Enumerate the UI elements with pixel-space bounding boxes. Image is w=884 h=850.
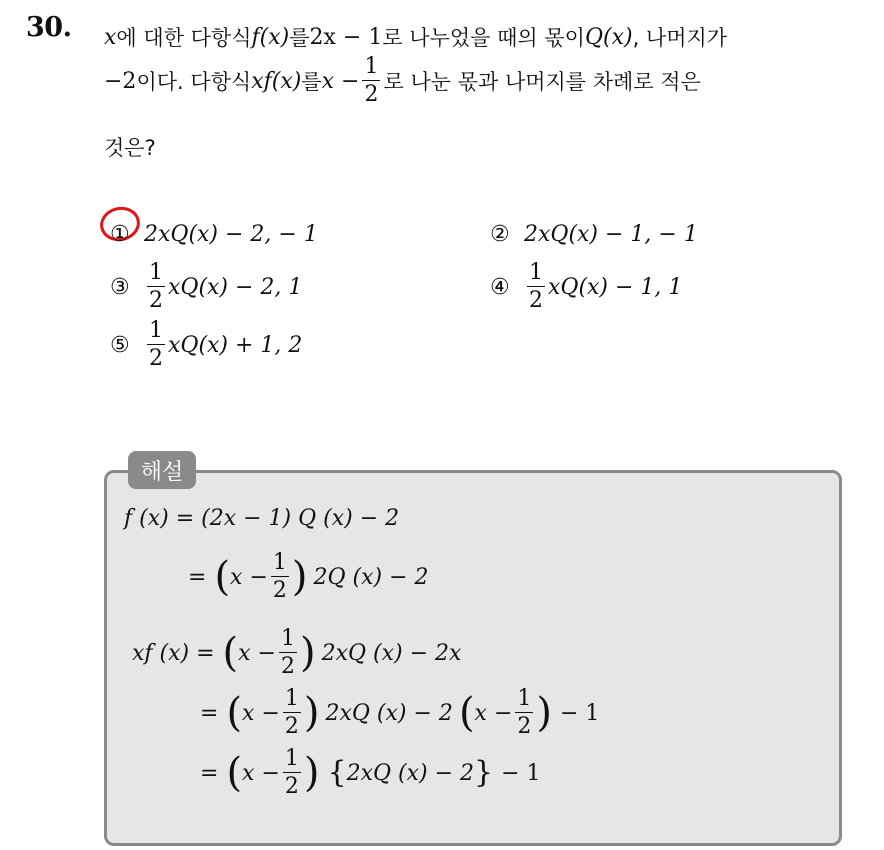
left-brace: {: [327, 755, 347, 790]
choice-1[interactable]: [110, 222, 318, 247]
text: 를: [301, 70, 322, 94]
right-paren: ): [536, 690, 552, 736]
var-x: x: [104, 24, 117, 50]
fraction-half: $\frac{1}{2}$: [149, 260, 163, 313]
solution-eq-4: = ( x − $\frac{1}{2}$ ) 2xQ (x) − 2 ( x − $\frac{1}{2}$ ) − 1: [200, 686, 600, 739]
right-paren: ): [291, 554, 308, 600]
choice-mark: ③: [110, 274, 130, 300]
fraction-half: $\frac{1}{2}$: [281, 626, 295, 679]
solution-eq-3: xf (x) = ( x − $\frac{1}{2}$ ) 2xQ (x) − 2x: [132, 626, 462, 679]
fraction-half: $\frac{1}{2}$: [529, 260, 543, 313]
question-line-3: [104, 132, 156, 162]
text: 로 나누었을 때의 몫이: [382, 26, 585, 50]
fraction-half: $\frac{1}{2}$: [149, 318, 163, 371]
left-paren: (: [226, 690, 243, 736]
choice-5[interactable]: [110, 320, 302, 370]
left-paren: (: [226, 750, 243, 796]
text: 로 나눈 몫과 나머지를 차례로 적은: [383, 70, 701, 94]
left-paren: (: [222, 630, 239, 676]
left-paren: (: [214, 554, 231, 600]
solution-eq-2: = ( x − $\frac{1}{2}$ ) 2Q (x) − 2: [188, 550, 429, 603]
remainder-value: −2: [104, 68, 137, 94]
choice-mark: ④: [490, 274, 510, 300]
question-number: 30.: [26, 12, 72, 43]
choice-text: 2xQ(x) − 2, − 1: [144, 222, 318, 247]
right-brace: }: [474, 755, 494, 790]
text: 이다. 다항식: [136, 70, 252, 94]
expr-fx: f(x): [251, 24, 290, 50]
solution-tag: 해설: [128, 451, 196, 489]
solution-eq-5: = ( x − $\frac{1}{2}$ ) { 2xQ (x) − 2 } − 1: [200, 746, 541, 799]
fraction-half: $\frac{1}{2}$: [517, 686, 532, 739]
right-paren: ): [303, 690, 320, 736]
choice-text: 2xQ(x) − 1, − 1: [524, 222, 698, 247]
text: 를: [289, 26, 310, 50]
text: 것은?: [104, 136, 156, 160]
choice-mark: ②: [490, 222, 510, 247]
question-line-1: [104, 22, 727, 52]
expr-xfx: xf(x): [251, 68, 302, 94]
expr-divisor: 2x − 1: [309, 24, 383, 50]
expr-x-minus: x −: [321, 68, 360, 94]
solution-eq-1: f (x) = (2x − 1) Q (x) − 2: [124, 506, 400, 531]
question-line-2: [104, 56, 701, 106]
fraction-half: $\frac{1}{2}$: [284, 746, 299, 799]
text: 에 대한 다항식: [116, 26, 252, 50]
choice-mark: ①: [110, 222, 130, 247]
text: , 나머지가: [632, 26, 728, 50]
choice-text: xQ(x) − 2, 1: [168, 274, 303, 300]
choice-3[interactable]: [110, 262, 302, 312]
choice-2[interactable]: [490, 222, 698, 247]
expr-qx: Q(x): [584, 24, 633, 50]
choice-4[interactable]: [490, 262, 682, 312]
choice-text: xQ(x) + 1, 2: [168, 332, 303, 358]
left-paren: (: [458, 690, 475, 736]
right-paren: ): [303, 750, 320, 796]
fraction-half: $\frac{1}{2}$: [284, 686, 299, 739]
choice-mark: ⑤: [110, 332, 130, 358]
fraction-half: $\frac{1}{2}$: [272, 550, 287, 603]
right-paren: ): [300, 630, 316, 676]
choice-text: xQ(x) − 1, 1: [548, 274, 683, 300]
fraction-half: $\frac{1}{2}$: [364, 54, 379, 107]
